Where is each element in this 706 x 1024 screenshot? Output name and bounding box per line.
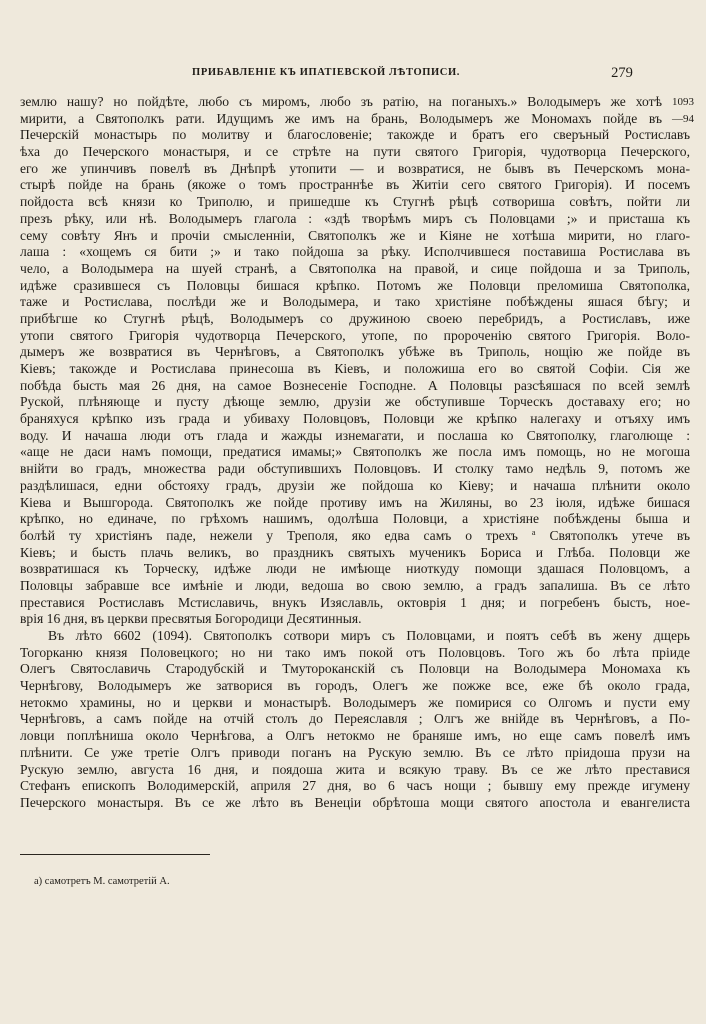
text-line: презъ рѣку, или нѣ. Володымеръ глагола : «здѣ творѣмъ миръ съ Половцами ;» и присташа къ [20, 210, 690, 226]
text-line: Стефанъ епископъ Володимерскій, априля 27 дня, во 6 часъ нощи ; бывшу ему прежде игумену [20, 778, 690, 794]
text-line: дымеръ же возвратися въ Чернѣговъ, а Святополкъ убѣже въ Триполь, нощію же пойде въ [20, 344, 690, 360]
text-line: Чернѣгову, Володымеръ же затворися въ городъ, Олегъ же пожже все, еже бѣ около града, [20, 678, 690, 694]
text-line: браняхуся крѣпко изъ града и убиваху Половцовъ, Половци же крѣпко налегаху и отъяху имъ [20, 411, 690, 427]
running-head-title: ПРИБАВЛЕНІЕ КЪ ИПАТІЕВСКОЙ ЛѢТОПИСИ. [192, 67, 460, 78]
text-line: раздѣлишася, едни обстояху градъ, друзіи же пойдоша ко Кіеву; и начаша плѣнити около [20, 477, 690, 493]
text-line: врія 16 дня, въ церкви пресвятыя Богородици Десятинныя. [20, 611, 362, 627]
text-line: стырѣ пойде на брань (якоже о томъ пространнѣе въ Житіи сего святого Григорія). И посемъ [20, 177, 690, 193]
text-line: сему совѣту Янъ и прочіи смысленніи, Святополкъ же и Кіяне не хотѣша мирити, но глаго- [20, 227, 690, 243]
text-line: Печерскій монастырь по молитву и благословеніе; такожде и братъ его сверъный Ростиславъ [20, 127, 690, 143]
text-line: пойдоста всѣ князи ко Триполю, и пришедше къ Стугнѣ рѣцѣ сотвориша совѣтъ, пойти ли [20, 194, 690, 210]
text-line: мирити, а Святополкъ рати. Идущимъ же имъ на брань, Володымеръ же Мономахъ пойде въ [20, 110, 662, 126]
text-line: Рускую землю, августа 16 дня, и поядоша жита и всякую траву. Въ се же лѣто преставися [20, 761, 690, 777]
text-line: ловци поплѣниша около Чернѣгова, а Олгъ нетокмо не браняше имъ, но еще самъ повелѣ имъ [20, 728, 690, 744]
text-line: побѣда бысть мая 26 дня, на самое Вознесеніе Господне. А Половцы разсѣяшася по всей землѣ [20, 377, 690, 393]
text-line: Половцы забравше все имѣніе и люди, ведоша во свою землю, а градъ запалиша. Въ се лѣто [20, 577, 690, 593]
footnote-marker: а [531, 527, 536, 537]
text-line: внійти во градъ, множества ради обступившихъ Половцовъ. И столку тамо недѣль 9, потомъ же [20, 461, 690, 477]
text-line: прибѣгше ко Стугнѣ рѣцѣ, Володымеръ со дружиною своею перебридъ, а Ростиславъ, иже [20, 310, 690, 326]
text-line: «аще не даси намъ помощи, предатися имамы;» Святополкъ же посла имъ помощь, но не могоша [20, 444, 690, 460]
text-line: лаша : «хощемъ ся бити ;» и тако пойдоша за рѣку. Исполчившеся поставиша Ростислава въ [20, 244, 690, 260]
chronicle-text [20, 94, 690, 812]
text-line: Кіева и Вышгорода. Святополкъ же пойде противу имъ на Жиляны, во 23 іюля, идѣже бишася [20, 494, 690, 510]
text-line: воду. И начаша люди отъ глада и жажды изнемагати, и послаша ко Святополку, глаголюще : [20, 427, 690, 443]
text-line: Руской, плѣняюще и пусту дѣюще землю, друзіи же обступивше Торческъ доставаху его; но [20, 394, 690, 410]
text-line: Чернѣговъ, а самъ пойде на отчій столъ до Переяславля ; Олгъ же внійде въ Чернѣговъ, а По- [20, 711, 690, 727]
margin-year-note: —94 [672, 112, 694, 125]
text-line: крѣпко, но единаче, по грѣхомъ нашимъ, одолѣша Половци, а христіяне побѣждены быша и [20, 511, 690, 527]
text-line: нетокмо храмины, но и церкви и монастырѣ. Володымеръ же помирися со Олгомъ и пусти ему [20, 694, 690, 710]
text-line: плѣнити. Се уже третіе Олгъ приводи поганъ на Рускую землю. Въ се лѣто пріидоша прузи на [20, 744, 690, 760]
text-line: его же упинчивъ повелѣ въ Днѣпрѣ утопити — и возвратися, не бывъ въ Печерскомъ мона- [20, 160, 690, 176]
footnote: а) самотретъ М. самотретій А. [34, 876, 170, 887]
page-number: 279 [611, 65, 633, 81]
text-line: Кіевъ; и бысть плачь великъ, во праздникъ святыхъ мученикъ Бориса и Глѣба. Половци же [20, 544, 690, 560]
text-line: преставися Ростиславъ Мстиславичь, внукъ Изяславль, октоврія 1 дня; и погребенъ бысть, ное- [20, 594, 690, 610]
text-line [20, 528, 690, 545]
footnote-divider [20, 854, 210, 855]
text-line: ѣха до Печерского монастыря, и се стрѣте на пути святого Григорія, чудотворца Печерского, [20, 144, 690, 160]
text-line: таже и Ростислава, послѣди же и Володымера, и тако христіяне побѣждены яшася бѣгу; и [20, 294, 690, 310]
text-line: Кіевъ; такожде и Ростислава принесоша въ Кіевъ, и положиша его во святой Софіи. Сія же [20, 361, 690, 376]
text-line: Тогорканю князя Половецкого; но ни тако имъ покой отъ Половцовъ. Того жъ бо лѣта пріиде [20, 644, 690, 660]
text-line: утопи святого Григорія чудотворца Печерского, утопе, по пророченію святого Григорія. Воло- [20, 327, 690, 343]
text-line: возвратишася къ Торческу, идѣже люди не имѣюще ниоткуду помощи здашася Половцомъ, а [20, 561, 690, 577]
text-line: чело, а Володымера на шуей странѣ, а Святополка на правой, и сице пойдоша и за Триполь, [20, 260, 690, 276]
text-line-part: болѣй ту христіянъ паде, нежели у Треполя, яко едва самъ о трехъ [20, 527, 518, 543]
text-line: Печерского монастыря. Въ се же лѣто въ Венеціи обрѣтоша мощи святого апостола и евангелиста [20, 794, 690, 810]
text-line: идѣже сразившеся съ Половцы бишася крѣпко. Потомъ же Половци преломиша Святополка, [20, 277, 690, 293]
text-line-part: Святополкъ утече въ [535, 527, 690, 543]
margin-year-note: 1093 [672, 96, 694, 108]
text-line: Въ лѣто 6602 (1094). Святополкъ сотвори миръ съ Половцами, и поятъ себѣ въ жену дщерь [48, 628, 690, 643]
text-line: Олегъ Святославичь Стародубскій и Тмутороканскій съ Половци на Володымера Мономаха къ [20, 661, 690, 677]
text-line: землю нашу? но пойдѣте, любо съ миромъ, любо зъ ратію, на поганыхъ.» Володымеръ же хотѣ [20, 94, 662, 109]
